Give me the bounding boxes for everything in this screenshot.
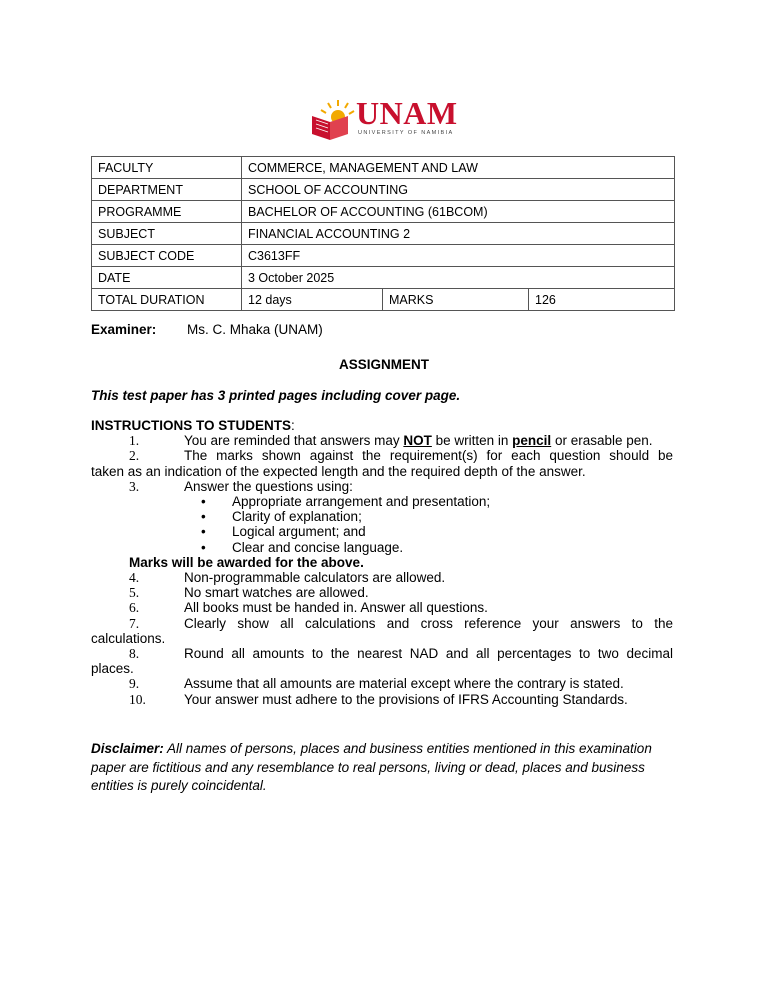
marks-value: 126	[529, 289, 675, 311]
cover-details-table	[91, 156, 675, 311]
disclaimer-label: Disclaimer:	[91, 741, 164, 756]
list-item: • Appropriate arrangement and presentation;	[201, 494, 491, 510]
instruction-8: 8. Round all amounts to the nearest NAD and all percentages to two decimal	[129, 646, 673, 662]
disclaimer-text: All names of persons, places and business entities mentioned in this examination paper are fictitious and any resemblance to real persons, living or dead, places and business entities is purely coincidental.	[91, 741, 652, 793]
instructions-section	[91, 418, 673, 707]
logo-name: UNAM	[356, 95, 458, 131]
book-sun-logo-icon	[308, 96, 356, 142]
programme-value: BACHELOR OF ACCOUNTING (61BCOM)	[242, 201, 675, 223]
instruction-3: 3. Answer the questions using:	[129, 478, 353, 494]
list-item: • Logical argument; and	[201, 524, 366, 540]
table-row	[92, 245, 675, 267]
table-row	[92, 179, 675, 201]
instruction-8-cont: places.	[91, 661, 134, 677]
pages-note: This test paper has 3 printed pages including cover page.	[91, 388, 461, 403]
instruction-7-cont: calculations.	[91, 630, 166, 646]
instruction-6: 6. All books must be handed in. Answer all questions.	[129, 600, 488, 616]
page-title: ASSIGNMENT	[338, 357, 429, 372]
not-emphasis: NOT	[403, 433, 432, 449]
department-value: SCHOOL OF ACCOUNTING	[242, 179, 675, 201]
table-row	[92, 157, 675, 179]
examiner-label: Examiner:	[91, 322, 157, 337]
table-row	[92, 289, 675, 311]
unam-logo	[308, 96, 468, 142]
faculty-value: COMMERCE, MANAGEMENT AND LAW	[242, 157, 675, 179]
instruction-5: 5. No smart watches are allowed.	[129, 585, 369, 601]
instruction-4: 4. Non-programmable calculators are allowed.	[129, 570, 446, 586]
faculty-label: FACULTY	[92, 157, 242, 179]
date-value: 3 October 2025	[242, 267, 675, 289]
instruction-9: 9. Assume that all amounts are material except where the contrary is stated.	[129, 676, 624, 692]
instruction-7: 7. Clearly show all calculations and cross reference your answers to the	[129, 615, 673, 631]
logo-subtitle: UNIVERSITY OF NAMIBIA	[358, 130, 454, 136]
list-item: • Clear and concise language.	[201, 539, 404, 555]
duration-label: TOTAL DURATION	[92, 289, 242, 311]
instruction-10: 10. Your answer must adhere to the provisions of IFRS Accounting Standards.	[129, 691, 628, 707]
examiner-line	[91, 322, 323, 337]
programme-label: PROGRAMME	[92, 201, 242, 223]
list-item: • Clarity of explanation;	[201, 509, 362, 525]
instructions-title: INSTRUCTIONS TO STUDENTS:	[91, 418, 295, 433]
date-label: DATE	[92, 267, 242, 289]
table-row	[92, 223, 675, 245]
instruction-2: 2. The marks shown against the requirement(s) for each question should be	[129, 448, 673, 464]
subject-code-value: C3613FF	[242, 245, 675, 267]
disclaimer	[91, 740, 681, 796]
table-row	[92, 201, 675, 223]
table-row	[92, 267, 675, 289]
marks-label: MARKS	[383, 289, 529, 311]
pencil-emphasis: pencil	[512, 433, 552, 449]
subject-label: SUBJECT	[92, 223, 242, 245]
duration-value: 12 days	[242, 289, 383, 311]
subject-value: FINANCIAL ACCOUNTING 2	[242, 223, 675, 245]
instruction-1: 1. You are reminded that answers may NOT be written in pencil or erasable pen.	[129, 433, 653, 449]
instruction-2-cont: taken as an indication of the expected length and the required depth of the answer.	[91, 463, 586, 479]
department-label: DEPARTMENT	[92, 179, 242, 201]
examiner-name: Ms. C. Mhaka (UNAM)	[187, 322, 323, 337]
subject-code-label: SUBJECT CODE	[92, 245, 242, 267]
marks-awarded-note: Marks will be awarded for the above.	[129, 554, 364, 570]
